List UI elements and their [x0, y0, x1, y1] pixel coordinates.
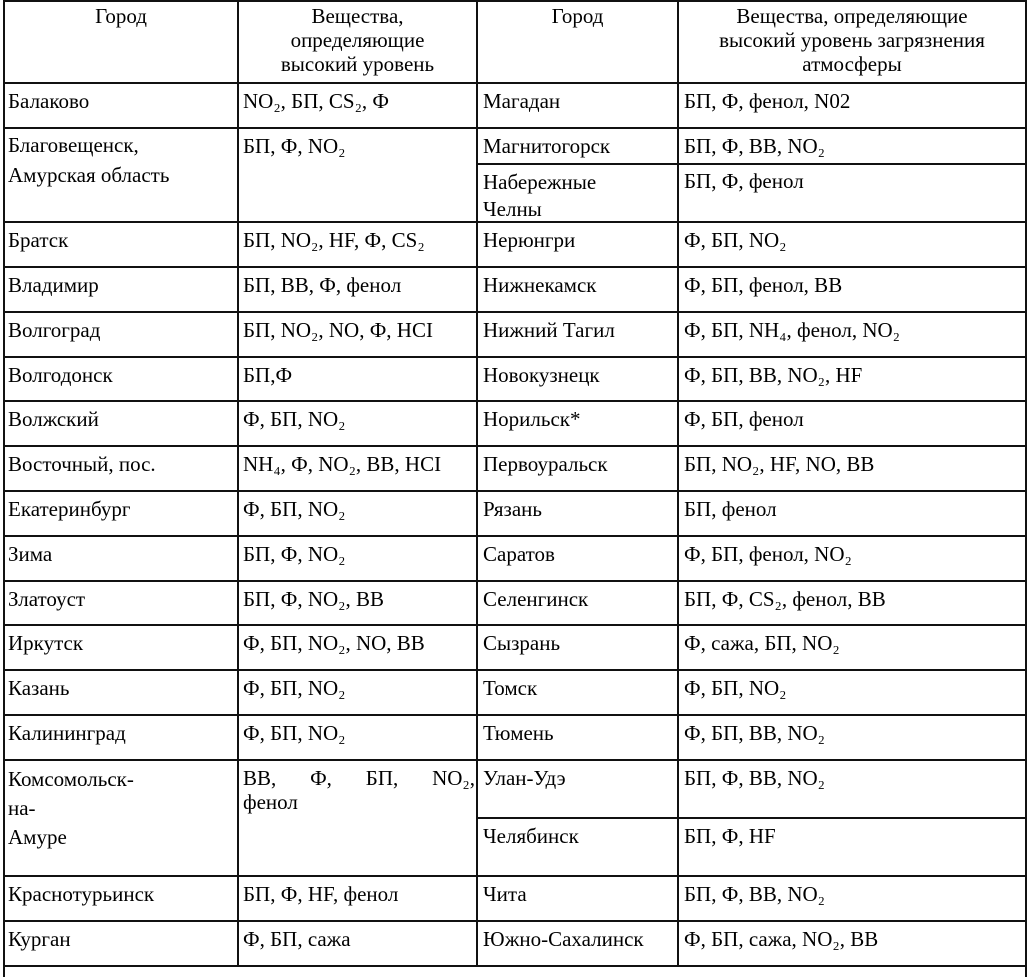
city-cell: Курган	[8, 927, 71, 951]
substances-cell: БП, Ф, HF, фенол	[243, 882, 399, 906]
substances-cell: Ф, БП, ВВ, NO₂, HF	[684, 363, 863, 387]
city-cell: Сызрань	[483, 631, 561, 655]
row-divider	[3, 669, 1027, 671]
substances-cell	[243, 766, 475, 814]
city-line: Амурская область	[8, 163, 170, 187]
city-cell: Южно-Сахалинск	[483, 927, 644, 951]
row-divider	[3, 356, 1027, 358]
substances-cell: Ф, БП, фенол, ВВ	[684, 273, 843, 297]
city-cell: Челябинск	[483, 824, 579, 848]
city-cell: Иркутск	[8, 631, 84, 655]
header-divider	[3, 82, 1027, 84]
city-line: Благовещенск,	[8, 133, 139, 157]
row-divider	[478, 163, 1027, 165]
substances-cell: Ф, БП, сажа, NO₂, ВВ	[684, 927, 879, 951]
header-line: высокий уровень	[280, 52, 435, 76]
substances-cell: БП, Ф, фенол, N02	[684, 89, 851, 113]
city-line: Комсомольск-	[8, 767, 134, 791]
substances-cell: Ф, БП, NO₂	[243, 676, 346, 700]
substances-cell: Ф, БП, ВВ, NO₂	[684, 721, 825, 745]
column-divider	[476, 0, 478, 967]
substances-cell: Ф, БП, NO₂	[684, 676, 787, 700]
city-cell: Волжский	[8, 407, 99, 431]
substances-line: фенол	[243, 790, 298, 814]
city-cell: Владимир	[8, 273, 99, 297]
row-divider	[3, 400, 1027, 402]
city-cell: Рязань	[483, 497, 542, 521]
row-divider	[3, 580, 1027, 582]
substance-token: БП,	[365, 766, 399, 790]
city-line: Набережные	[483, 170, 597, 194]
substances-cell: БП, NO₂, HF, NO, ВВ	[684, 452, 875, 476]
city-cell: Волгоград	[8, 318, 101, 342]
city-cell: Калининград	[8, 721, 126, 745]
header-line: высокий уровень загрязнения	[719, 28, 985, 52]
city-cell: Казань	[8, 676, 70, 700]
city-cell: Томск	[483, 676, 538, 700]
header-city: Город	[95, 4, 147, 28]
header-substances-left	[239, 4, 476, 76]
city-cell: Братск	[8, 228, 69, 252]
substances-cell: Ф, БП, NO₂	[684, 228, 787, 252]
city-cell: Нижний Тагил	[483, 318, 615, 342]
city-cell: Магадан	[483, 89, 561, 113]
city-cell: Нерюнгри	[483, 228, 576, 252]
city-line: Амуре	[8, 825, 67, 849]
column-divider	[237, 0, 239, 967]
substance-token: NO₂,	[432, 766, 475, 790]
substances-line	[243, 766, 475, 790]
row-divider	[3, 266, 1027, 268]
substance-token: Ф,	[310, 766, 332, 790]
substances-cell: БП, NO₂, HF, Ф, CS₂	[243, 228, 425, 252]
substances-cell: БП, Ф, ВВ, NO₂	[684, 766, 825, 790]
row-divider	[3, 714, 1027, 716]
substances-cell: Ф, БП, NO₂	[243, 497, 346, 521]
city-cell	[8, 130, 169, 190]
city-cell: Чита	[483, 882, 527, 906]
row-divider	[3, 759, 1027, 761]
substances-cell: Ф, БП, NH₄, фенол, NO₂	[684, 318, 900, 342]
city-cell: Восточный, пос.	[8, 452, 156, 476]
city-cell: Екатеринбург	[8, 497, 131, 521]
substances-cell: БП, Ф, NO₂, ВВ	[243, 587, 384, 611]
substance-token: ВВ,	[243, 766, 277, 790]
header-substances-right	[679, 4, 1025, 76]
substances-cell: Ф, БП, NO₂	[243, 407, 346, 431]
header-line: определяющие	[290, 28, 425, 52]
substances-cell: БП, NO₂, NO, Ф, HCI	[243, 318, 433, 342]
city-cell	[8, 765, 134, 852]
city-cell: Зима	[8, 542, 53, 566]
header-city-2: Город	[551, 4, 604, 28]
row-divider	[3, 875, 1027, 877]
substances-cell: Ф, БП, NO₂, NO, ВВ	[243, 631, 425, 655]
city-cell: Нижнекамск	[483, 273, 597, 297]
city-cell: Норильск*	[483, 407, 581, 431]
row-divider	[3, 490, 1027, 492]
substances-cell: БП, Ф, ВВ, NO₂	[684, 882, 825, 906]
header-line: атмосферы	[802, 52, 902, 76]
table-border-left	[3, 0, 5, 977]
table-border-right	[1025, 0, 1027, 977]
city-cell: Волгодонск	[8, 363, 113, 387]
city-cell: Магнитогорск	[483, 134, 611, 158]
substances-cell: NO₂, БП, CS₂, Ф	[243, 89, 389, 113]
column-divider	[677, 0, 679, 967]
row-divider	[478, 817, 1027, 819]
row-divider	[3, 535, 1027, 537]
row-divider	[3, 965, 1027, 967]
substances-cell: Ф, БП, сажа	[243, 927, 351, 951]
substances-cell: Ф, БП, фенол, NO₂	[684, 542, 852, 566]
table-border-top	[3, 0, 1027, 2]
substances-cell: БП, ВВ, Ф, фенол	[243, 273, 402, 297]
header-line: Вещества,	[311, 4, 404, 28]
substances-cell: Ф, БП, фенол	[684, 407, 804, 431]
city-cell: Краснотурьинск	[8, 882, 155, 906]
substances-cell: БП,Ф	[243, 363, 293, 387]
city-cell: Златоуст	[8, 587, 86, 611]
substances-cell: Ф, БП, NO₂	[243, 721, 346, 745]
city-cell: Новокузнецк	[483, 363, 600, 387]
substances-cell: Ф, сажа, БП, NO₂	[684, 631, 840, 655]
row-divider	[3, 311, 1027, 313]
header-line: Вещества, определяющие	[736, 4, 968, 28]
city-cell: Селенгинск	[483, 587, 589, 611]
substances-cell: БП, Ф, NO₂	[243, 542, 346, 566]
row-divider	[3, 127, 1027, 129]
city-cell	[483, 169, 596, 223]
city-cell: Первоуральск	[483, 452, 608, 476]
substances-cell: БП, Ф, HF	[684, 824, 776, 848]
substances-cell: БП, Ф, NO₂	[243, 134, 346, 158]
row-divider	[3, 445, 1027, 447]
substances-cell: NH₄, Ф, NO₂, ВВ, HCI	[243, 452, 442, 476]
city-cell: Балаково	[8, 89, 90, 113]
city-line: на-	[8, 796, 36, 820]
row-divider	[3, 920, 1027, 922]
city-line: Челны	[483, 197, 542, 221]
city-cell: Саратов	[483, 542, 555, 566]
substances-cell: БП, Ф, фенол	[684, 169, 804, 193]
city-cell: Тюмень	[483, 721, 554, 745]
substances-cell: БП, фенол	[684, 497, 777, 521]
substances-cell: БП, Ф, CS₂, фенол, ВВ	[684, 587, 886, 611]
city-cell: Улан-Удэ	[483, 766, 566, 790]
row-divider	[3, 624, 1027, 626]
substances-cell: БП, Ф, ВВ, NO₂	[684, 134, 825, 158]
